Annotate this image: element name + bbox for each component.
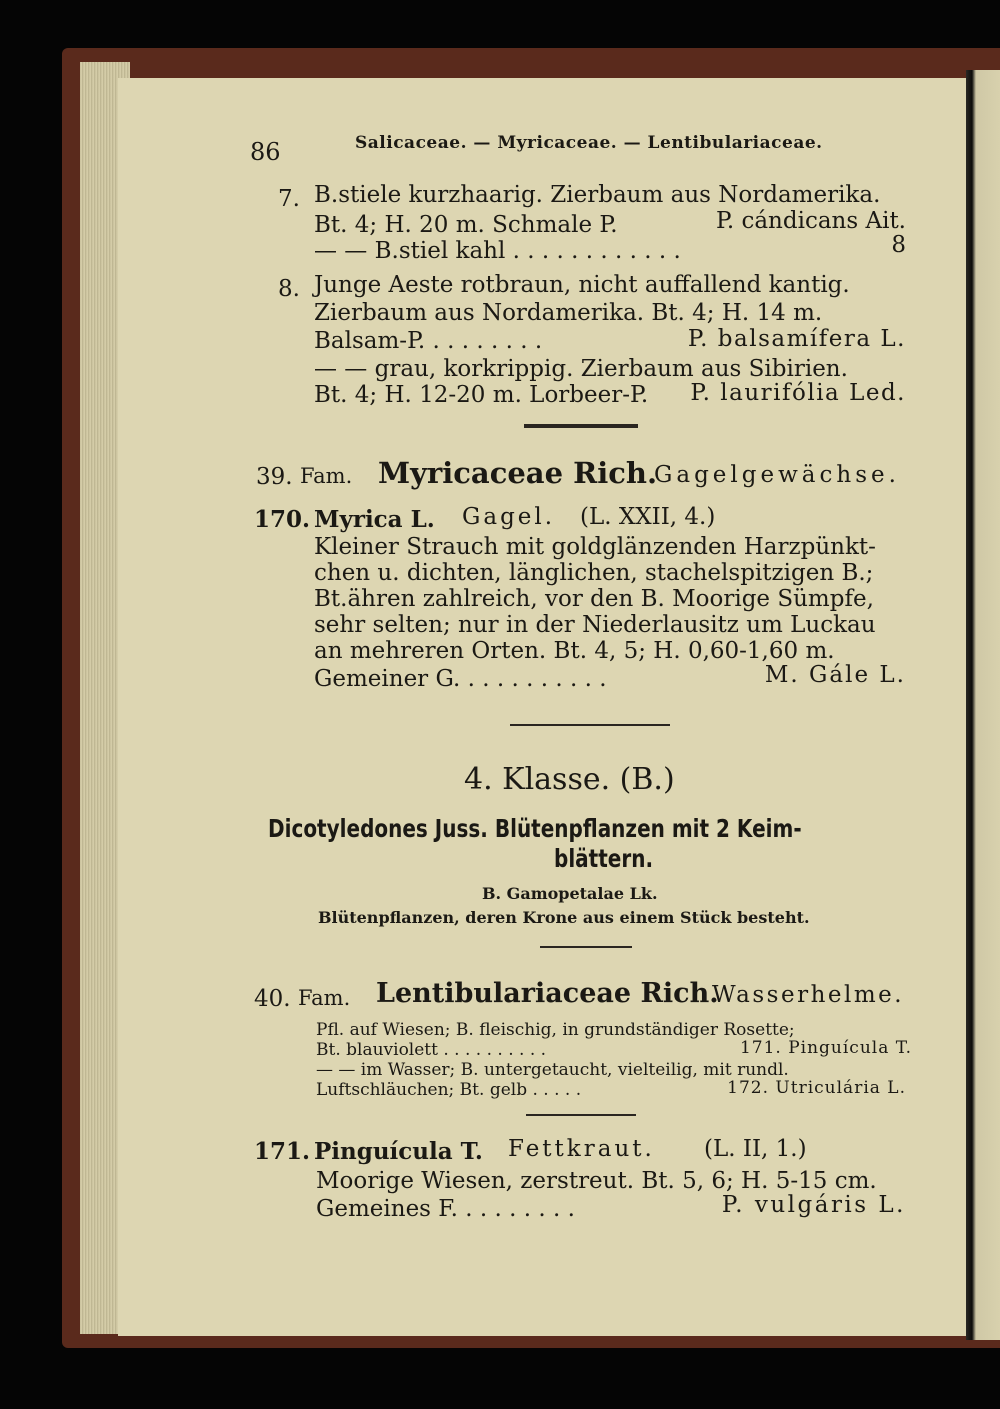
running-title: Salicaceae. — Myricaceae. — Lentibulariaceae.: [355, 133, 823, 153]
key-line: Bt. 4; H. 20 m. Schmale P.: [314, 212, 618, 238]
key-line: Bt. blauviolett . . . . . . . . . .: [316, 1040, 547, 1060]
species-name: P. cándicans Ait.: [716, 208, 906, 234]
family-name: Myricaceae Rich.: [378, 456, 658, 490]
description-line: Moorige Wiesen, zerstreut. Bt. 5, 6; H. 5-15 cm.: [316, 1168, 877, 1194]
family-number: 39.: [256, 464, 293, 490]
description-line: sehr selten; nur in der Niederlausitz um Luckau: [314, 612, 876, 638]
species-name: M. Gále L.: [764, 662, 906, 688]
genus-common-name: Fettkraut.: [508, 1136, 655, 1162]
key-ref: 8: [891, 232, 906, 258]
description-line: Kleiner Strauch mit goldglänzenden Harzpünkt-: [314, 534, 876, 560]
description-line: Gemeiner G. . . . . . . . . . .: [314, 666, 607, 692]
key-line: B.stiele kurzhaarig. Zierbaum aus Nordamerika.: [314, 182, 881, 208]
genus-name: Myrica L.: [314, 506, 435, 533]
species-name: P. balsamífera L.: [687, 326, 906, 352]
description-line: Gemeines F. . . . . . . . .: [316, 1196, 575, 1222]
linnaean-ref: (L. II, 1.): [704, 1136, 807, 1162]
family-common-name: Wasserhelme.: [712, 982, 905, 1008]
description-line: an mehreren Orten. Bt. 4, 5; H. 0,60-1,60 m.: [314, 638, 835, 664]
description-line: Bt.ähren zahlreich, vor den B. Moorige Sümpfe,: [314, 586, 874, 612]
species-name: P. laurifólia Led.: [690, 380, 906, 406]
key-line: — — B.stiel kahl . . . . . . . . . . . .: [314, 238, 681, 264]
subclass-description: Blütenpflanzen, deren Krone aus einem Stück besteht.: [318, 908, 810, 927]
class-subtitle: Dicotyledones Juss. Blütenpflanzen mit 2 Keim-: [268, 814, 802, 843]
family-number: 40.: [254, 986, 291, 1012]
genus-number: 171.: [254, 1138, 311, 1165]
family-label: Fam.: [298, 986, 351, 1010]
family-common-name: Gagelgewächse.: [654, 462, 900, 488]
linnaean-ref: (L. XXII, 4.): [580, 504, 716, 530]
book-gutter: [966, 70, 1000, 1340]
class-subtitle: blättern.: [554, 844, 654, 873]
key-line: — — grau, korkrippig. Zierbaum aus Sibirien.: [314, 356, 848, 382]
key-line: — — im Wasser; B. untergetaucht, vielteilig, mit rundl.: [316, 1060, 789, 1080]
family-label: Fam.: [300, 464, 353, 488]
section-divider: [510, 724, 670, 726]
genus-number: 170.: [254, 506, 311, 533]
key-number: 8.: [278, 276, 300, 302]
description-line: chen u. dichten, länglichen, stachelspitzigen B.;: [314, 560, 874, 586]
genus-name: Pinguícula T.: [314, 1138, 483, 1165]
species-name: P. vulgáris L.: [721, 1192, 906, 1218]
section-divider: [540, 946, 632, 948]
key-line: Pfl. auf Wiesen; B. fleischig, in grundständiger Rosette;: [316, 1020, 795, 1040]
genus-ref: 172. Utriculária L.: [727, 1078, 906, 1098]
key-number: 7.: [278, 186, 300, 212]
genus-common-name: Gagel.: [462, 504, 556, 530]
key-line: Luftschläuchen; Bt. gelb . . . . .: [316, 1080, 582, 1100]
section-divider: [526, 1114, 636, 1116]
key-line: Bt. 4; H. 12-20 m. Lorbeer-P.: [314, 382, 649, 408]
family-name: Lentibulariaceae Rich.: [376, 978, 719, 1009]
genus-ref: 171. Pinguícula T.: [739, 1038, 912, 1058]
class-title: 4. Klasse. (B.): [464, 762, 675, 797]
key-line: Junge Aeste rotbraun, nicht auffallend kantig.: [314, 272, 850, 298]
key-line: Zierbaum aus Nordamerika. Bt. 4; H. 14 m.: [314, 300, 823, 326]
book-page: [118, 78, 976, 1336]
section-divider: [524, 424, 638, 428]
subclass-name: B. Gamopetalae Lk.: [482, 884, 658, 903]
page-number: 86: [250, 138, 281, 166]
key-line: Balsam-P. . . . . . . . .: [314, 328, 543, 354]
